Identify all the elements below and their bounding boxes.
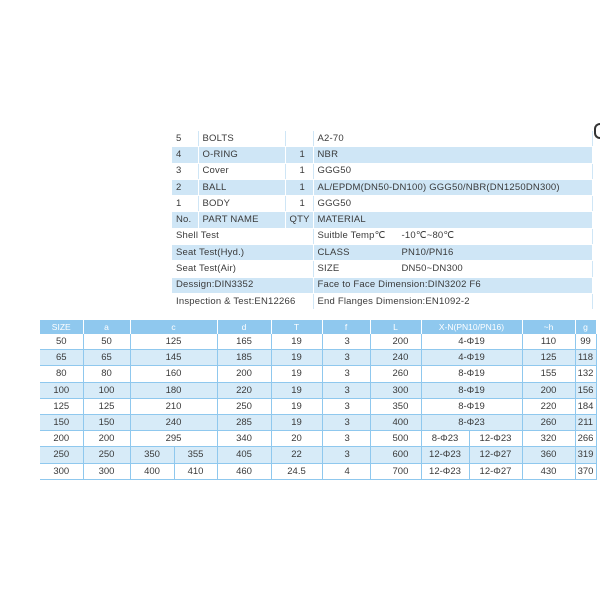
bolt-holes-cell: 8-Φ19 bbox=[421, 366, 522, 382]
column-header: f bbox=[322, 320, 370, 334]
h-cell: 125 bbox=[522, 350, 575, 366]
a-cell: 250 bbox=[83, 447, 130, 463]
g-cell: 211 bbox=[575, 414, 596, 430]
f-cell: 3 bbox=[322, 382, 370, 398]
spec-value: DN50~DN300 bbox=[401, 263, 463, 275]
size-cell: 65 bbox=[40, 350, 83, 366]
part-material: GGG50 bbox=[313, 163, 592, 179]
l-cell: 500 bbox=[370, 431, 421, 447]
spec-value: PN10/PN16 bbox=[401, 246, 454, 258]
part-name: BOLTS bbox=[198, 131, 285, 147]
a-cell: 65 bbox=[83, 350, 130, 366]
standard-left: Dessign:DIN3352 bbox=[172, 277, 313, 293]
d-cell: 220 bbox=[217, 382, 271, 398]
t-cell: 22 bbox=[271, 447, 322, 463]
a-cell: 125 bbox=[83, 398, 130, 414]
size-cell: 250 bbox=[40, 447, 83, 463]
spec-value: -10℃~80℃ bbox=[401, 230, 455, 242]
g-cell: 370 bbox=[575, 463, 596, 479]
bolt-holes-cell: 4-Φ19 bbox=[421, 350, 522, 366]
g-cell: 118 bbox=[575, 350, 596, 366]
h-cell: 320 bbox=[522, 431, 575, 447]
part-qty: 1 bbox=[285, 147, 313, 163]
spec-row bbox=[172, 228, 592, 244]
table-row bbox=[40, 398, 596, 414]
bolt-holes-pn10-cell: 12-Φ23 bbox=[421, 447, 469, 463]
size-cell: 200 bbox=[40, 431, 83, 447]
g-cell: 99 bbox=[575, 334, 596, 350]
column-header: T bbox=[271, 320, 322, 334]
f-cell: 3 bbox=[322, 334, 370, 350]
table-row bbox=[40, 431, 596, 447]
t-cell: 19 bbox=[271, 414, 322, 430]
table-row bbox=[40, 366, 596, 382]
bolt-holes-cell: 8-Φ19 bbox=[421, 382, 522, 398]
f-cell: 3 bbox=[322, 431, 370, 447]
part-no: 3 bbox=[172, 163, 198, 179]
table-row bbox=[40, 447, 596, 463]
a-cell: 50 bbox=[83, 334, 130, 350]
bolt-holes-cell: 8-Φ23 bbox=[421, 414, 522, 430]
part-row bbox=[172, 147, 592, 163]
l-cell: 600 bbox=[370, 447, 421, 463]
part-no: 2 bbox=[172, 179, 198, 195]
part-row bbox=[172, 131, 592, 147]
c-pn10-cell: 350 bbox=[130, 447, 174, 463]
g-cell: 184 bbox=[575, 398, 596, 414]
part-qty: 1 bbox=[285, 179, 313, 195]
spec-label: CLASS bbox=[317, 246, 350, 258]
g-cell: 156 bbox=[575, 382, 596, 398]
part-name: Cover bbox=[198, 163, 285, 179]
size-cell: 100 bbox=[40, 382, 83, 398]
l-cell: 300 bbox=[370, 382, 421, 398]
header-material: MATERIAL bbox=[313, 212, 592, 228]
size-cell: 300 bbox=[40, 463, 83, 479]
f-cell: 3 bbox=[322, 350, 370, 366]
d-cell: 200 bbox=[217, 366, 271, 382]
table-row bbox=[40, 350, 596, 366]
c-cell: 180 bbox=[130, 382, 217, 398]
t-cell: 19 bbox=[271, 398, 322, 414]
spec-table bbox=[172, 131, 593, 310]
c-cell: 240 bbox=[130, 414, 217, 430]
part-row bbox=[172, 196, 592, 212]
d-cell: 460 bbox=[217, 463, 271, 479]
table-row bbox=[40, 334, 596, 350]
part-row bbox=[172, 163, 592, 179]
c-pn16-cell: 410 bbox=[174, 463, 217, 479]
part-header-row bbox=[172, 212, 592, 228]
column-header: c bbox=[130, 320, 217, 334]
f-cell: 3 bbox=[322, 366, 370, 382]
l-cell: 260 bbox=[370, 366, 421, 382]
f-cell: 3 bbox=[322, 398, 370, 414]
part-no: 1 bbox=[172, 196, 198, 212]
standard-row bbox=[172, 293, 592, 309]
table-row bbox=[40, 414, 596, 430]
column-header: a bbox=[83, 320, 130, 334]
h-cell: 155 bbox=[522, 366, 575, 382]
standard-right: Face to Face Dimension:DIN3202 F6 bbox=[313, 277, 592, 293]
d-cell: 405 bbox=[217, 447, 271, 463]
l-cell: 240 bbox=[370, 350, 421, 366]
t-cell: 20 bbox=[271, 431, 322, 447]
c-cell: 160 bbox=[130, 366, 217, 382]
f-cell: 4 bbox=[322, 463, 370, 479]
c-cell: 145 bbox=[130, 350, 217, 366]
header-part-name: PART NAME bbox=[198, 212, 285, 228]
spec-right bbox=[313, 228, 592, 244]
size-cell: 125 bbox=[40, 398, 83, 414]
h-cell: 430 bbox=[522, 463, 575, 479]
part-material: A2-70 bbox=[313, 131, 592, 147]
g-cell: 266 bbox=[575, 431, 596, 447]
c-pn16-cell: 355 bbox=[174, 447, 217, 463]
l-cell: 350 bbox=[370, 398, 421, 414]
column-header: X-N(PN10/PN16) bbox=[421, 320, 522, 334]
t-cell: 19 bbox=[271, 350, 322, 366]
dimension-table bbox=[40, 320, 597, 480]
size-cell: 150 bbox=[40, 414, 83, 430]
h-cell: 260 bbox=[522, 414, 575, 430]
h-cell: 220 bbox=[522, 398, 575, 414]
table-row bbox=[40, 382, 596, 398]
d-cell: 285 bbox=[217, 414, 271, 430]
d-cell: 250 bbox=[217, 398, 271, 414]
spec-right bbox=[313, 245, 592, 261]
spec-row bbox=[172, 261, 592, 277]
part-name: BODY bbox=[198, 196, 285, 212]
t-cell: 19 bbox=[271, 334, 322, 350]
standard-left: Inspection & Test:EN12266 bbox=[172, 293, 313, 309]
l-cell: 700 bbox=[370, 463, 421, 479]
bolt-holes-pn16-cell: 12-Φ27 bbox=[469, 447, 522, 463]
spec-left: Shell Test bbox=[172, 228, 313, 244]
a-cell: 80 bbox=[83, 366, 130, 382]
edge-bracket-mark bbox=[594, 123, 600, 139]
bolt-holes-pn16-cell: 12-Φ23 bbox=[469, 431, 522, 447]
part-no: 5 bbox=[172, 131, 198, 147]
g-cell: 132 bbox=[575, 366, 596, 382]
d-cell: 165 bbox=[217, 334, 271, 350]
part-qty: 1 bbox=[285, 196, 313, 212]
part-no: 4 bbox=[172, 147, 198, 163]
t-cell: 19 bbox=[271, 366, 322, 382]
f-cell: 3 bbox=[322, 414, 370, 430]
spec-left: Seat Test(Air) bbox=[172, 261, 313, 277]
a-cell: 100 bbox=[83, 382, 130, 398]
bolt-holes-pn10-cell: 8-Φ23 bbox=[421, 431, 469, 447]
h-cell: 360 bbox=[522, 447, 575, 463]
bolt-holes-cell: 4-Φ19 bbox=[421, 334, 522, 350]
part-material: NBR bbox=[313, 147, 592, 163]
part-name: BALL bbox=[198, 179, 285, 195]
c-pn10-cell: 400 bbox=[130, 463, 174, 479]
part-name: O-RING bbox=[198, 147, 285, 163]
h-cell: 200 bbox=[522, 382, 575, 398]
d-cell: 340 bbox=[217, 431, 271, 447]
bolt-holes-pn10-cell: 12-Φ23 bbox=[421, 463, 469, 479]
a-cell: 200 bbox=[83, 431, 130, 447]
standard-row bbox=[172, 277, 592, 293]
h-cell: 110 bbox=[522, 334, 575, 350]
part-material: GGG50 bbox=[313, 196, 592, 212]
part-qty bbox=[285, 131, 313, 147]
table-row bbox=[40, 463, 596, 479]
size-cell: 80 bbox=[40, 366, 83, 382]
standard-right: End Flanges Dimension:EN1092-2 bbox=[313, 293, 592, 309]
spec-label: SIZE bbox=[317, 263, 340, 275]
part-qty: 1 bbox=[285, 163, 313, 179]
g-cell: 319 bbox=[575, 447, 596, 463]
spec-right bbox=[313, 261, 592, 277]
spec-left: Seat Test(Hyd.) bbox=[172, 245, 313, 261]
part-row bbox=[172, 179, 592, 195]
t-cell: 24.5 bbox=[271, 463, 322, 479]
spec-row bbox=[172, 245, 592, 261]
bolt-holes-cell: 8-Φ19 bbox=[421, 398, 522, 414]
c-cell: 125 bbox=[130, 334, 217, 350]
c-cell: 295 bbox=[130, 431, 217, 447]
spec-label: Suitble Temp℃ bbox=[317, 230, 386, 242]
bolt-holes-pn16-cell: 12-Φ27 bbox=[469, 463, 522, 479]
part-material: AL/EPDM(DN50-DN100) GGG50/NBR(DN1250DN300) bbox=[313, 179, 592, 195]
column-header: g bbox=[575, 320, 596, 334]
c-cell: 210 bbox=[130, 398, 217, 414]
l-cell: 200 bbox=[370, 334, 421, 350]
column-header: SIZE bbox=[40, 320, 83, 334]
f-cell: 3 bbox=[322, 447, 370, 463]
a-cell: 300 bbox=[83, 463, 130, 479]
d-cell: 185 bbox=[217, 350, 271, 366]
l-cell: 400 bbox=[370, 414, 421, 430]
header-qty: QTY bbox=[285, 212, 313, 228]
size-cell: 50 bbox=[40, 334, 83, 350]
header-no: No. bbox=[172, 212, 198, 228]
column-header: d bbox=[217, 320, 271, 334]
column-header: L bbox=[370, 320, 421, 334]
t-cell: 19 bbox=[271, 382, 322, 398]
a-cell: 150 bbox=[83, 414, 130, 430]
dimension-header-row bbox=[40, 320, 596, 334]
column-header: ~h bbox=[522, 320, 575, 334]
